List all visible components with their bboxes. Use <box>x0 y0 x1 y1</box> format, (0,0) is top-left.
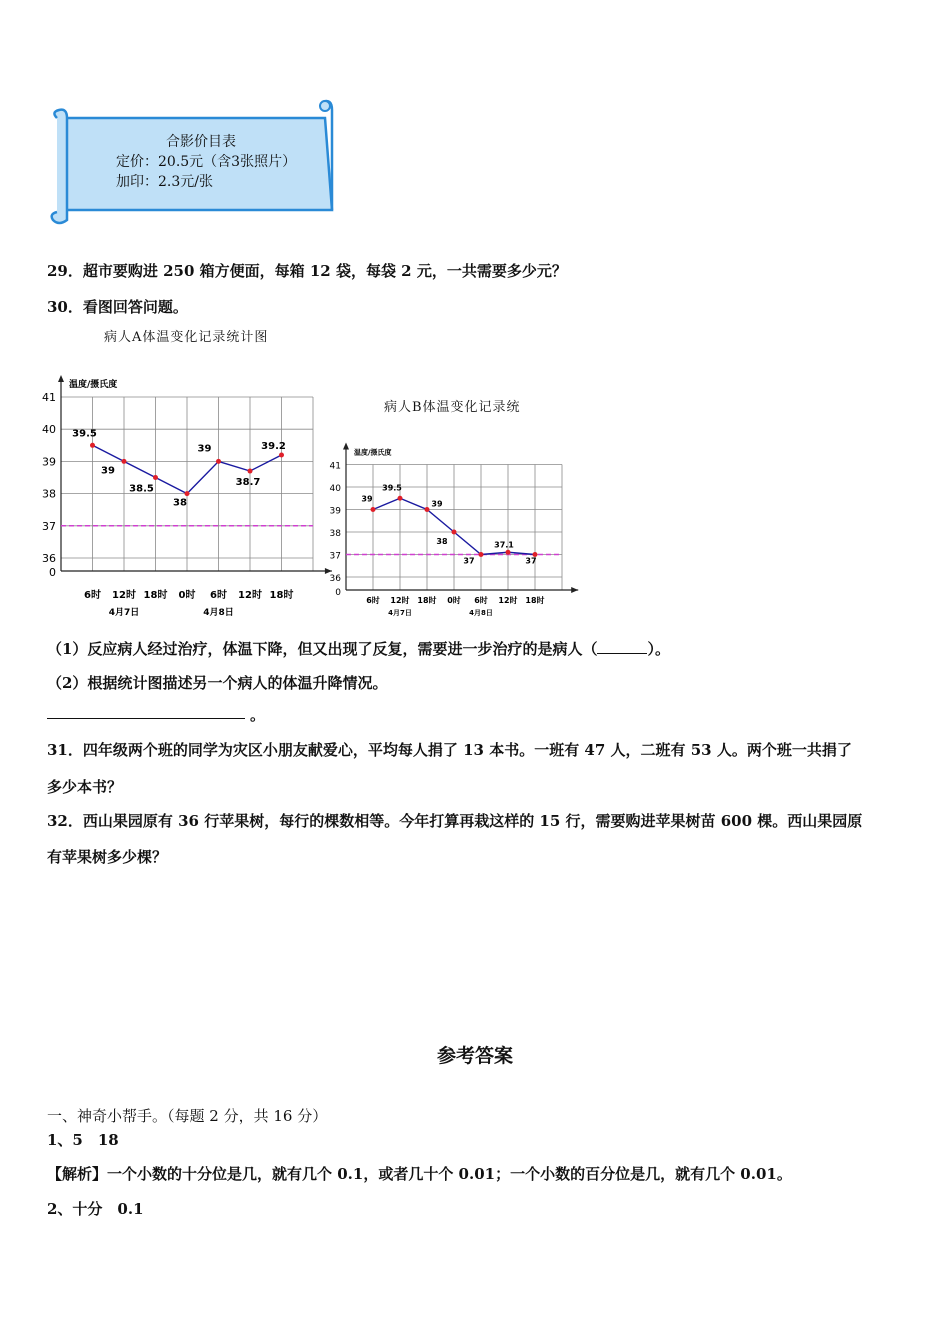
data-point <box>122 459 127 464</box>
date-label: 4月8日 <box>203 608 234 618</box>
data-point <box>425 507 430 512</box>
y-axis-arrow <box>343 443 349 450</box>
y-tick-label: 39 <box>329 506 341 517</box>
x-tick-label: 6时 <box>366 596 380 605</box>
x-tick-label: 18时 <box>525 596 545 605</box>
scroll-reprint-line: 加印：2.3元/张 <box>116 174 213 190</box>
price-scroll <box>45 98 337 228</box>
question-31-line-2: 多少本书？ <box>47 778 123 796</box>
date-label: 4月8日 <box>469 609 493 617</box>
chart-b-title: 病人B体温变化记录统 <box>384 400 521 415</box>
data-point <box>479 552 484 557</box>
data-point <box>371 507 376 512</box>
date-label: 4月7日 <box>108 608 140 618</box>
x-tick-label: 12时 <box>498 596 518 605</box>
answers-section-1: 一、神奇小帮手。（每题 2 分，共 16 分） <box>47 1107 328 1125</box>
y-tick-label: 37 <box>42 519 56 533</box>
data-point <box>248 469 253 474</box>
question-30-part-1-end: ）。 <box>647 640 670 658</box>
chart-b <box>325 432 590 622</box>
y-tick-label: 39 <box>42 455 56 469</box>
question-30-stem: 30．看图回答问题。 <box>47 298 188 316</box>
y-tick-label: 40 <box>42 423 56 437</box>
data-point <box>90 443 95 448</box>
data-label: 38 <box>173 497 187 509</box>
data-point <box>185 491 190 496</box>
x-tick-label: 6时 <box>474 596 488 605</box>
data-label: 39.5 <box>72 428 97 440</box>
y-tick-label: 40 <box>329 484 341 494</box>
answer-2: 2、十分 0.1 <box>47 1200 144 1218</box>
y-tick-label: 36 <box>42 552 56 565</box>
x-tick-label: 18时 <box>143 590 168 601</box>
x-tick-label: 18时 <box>269 590 294 601</box>
x-tick-label: 6时 <box>84 590 101 601</box>
data-label: 39 <box>361 494 373 504</box>
data-label: 38.5 <box>129 483 154 495</box>
y-axis-title: 温度/摄氏度 <box>69 380 118 390</box>
answer-1: 1、5 18 <box>47 1131 119 1149</box>
origin-label: 0 <box>335 588 341 598</box>
data-label: 39 <box>431 499 443 509</box>
answer-blank[interactable] <box>597 639 647 654</box>
data-label: 39.5 <box>382 483 402 493</box>
y-tick-label: 41 <box>42 391 56 404</box>
data-label: 38 <box>436 537 448 546</box>
data-point <box>216 459 221 464</box>
answer-line-end: 。 <box>250 706 266 724</box>
y-tick-label: 38 <box>329 529 341 539</box>
data-point <box>398 496 403 501</box>
data-point <box>506 550 511 555</box>
x-tick-label: 12时 <box>238 590 262 601</box>
question-32-line-2: 有苹果树多少棵？ <box>47 848 168 866</box>
x-tick-label: 12时 <box>112 590 136 601</box>
data-label: 37 <box>463 556 475 566</box>
chart-a-title: 病人A体温变化记录统计图 <box>104 330 269 345</box>
origin-label: 0 <box>49 566 56 579</box>
data-label: 39 <box>197 443 212 455</box>
data-point <box>279 452 284 457</box>
data-label: 39.2 <box>261 440 286 452</box>
x-tick-label: 18时 <box>417 596 437 605</box>
question-31-line-1: 31．四年级两个班的同学为灾区小朋友献爱心，平均每人捐了 13 本书。一班有 47 人，二班有 53 人。两个班一共捐了 <box>47 741 852 759</box>
scroll-price-line: 定价：20.5元（含3张照片） <box>116 154 297 170</box>
question-30-part-1 <box>47 639 670 658</box>
y-tick-label: 36 <box>329 574 341 584</box>
question-30-part-2: （2）根据统计图描述另一个病人的体温升降情况。 <box>47 674 388 692</box>
date-label: 4月7日 <box>388 609 412 617</box>
x-tick-label: 0时 <box>178 590 196 601</box>
question-29: 29．超市要购进 250 箱方便面，每箱 12 袋，每袋 2 元，一共需要多少元？ <box>47 262 567 280</box>
data-point <box>452 530 457 535</box>
x-axis-arrow <box>571 587 578 593</box>
data-label: 37.1 <box>494 540 514 550</box>
y-tick-label: 41 <box>329 461 341 472</box>
data-label: 39 <box>101 465 115 477</box>
question-32-line-1: 32．西山果园原有 36 行苹果树，每行的棵数相等。今年打算再栽这样的 15 行，需要购进苹果树苗 600 棵。西山果园原 <box>47 812 863 830</box>
x-tick-label: 12时 <box>390 596 410 605</box>
scroll-title: 合影价目表 <box>166 134 236 150</box>
data-point <box>153 475 158 480</box>
data-label: 38.7 <box>235 477 261 489</box>
chart-a <box>30 360 340 625</box>
data-label: 37 <box>525 556 537 566</box>
y-axis-title: 温度/摄氏度 <box>354 448 392 457</box>
y-tick-label: 37 <box>329 551 341 562</box>
y-axis-arrow <box>58 375 64 382</box>
y-tick-label: 38 <box>42 487 56 501</box>
question-30-part-1-text: （1）反应病人经过治疗，体温下降，但又出现了反复，需要进一步治疗的是病人（ <box>47 640 598 658</box>
x-tick-label: 0时 <box>447 596 461 605</box>
answer-line[interactable] <box>47 718 245 719</box>
answer-1-explanation: 【解析】一个小数的十分位是几，就有几个 0.1，或者几十个 0.01；一个小数的百分位是几，就有几个 0.01。 <box>47 1165 792 1183</box>
answers-heading: 参考答案 <box>436 1045 513 1067</box>
x-tick-label: 6时 <box>210 590 227 601</box>
